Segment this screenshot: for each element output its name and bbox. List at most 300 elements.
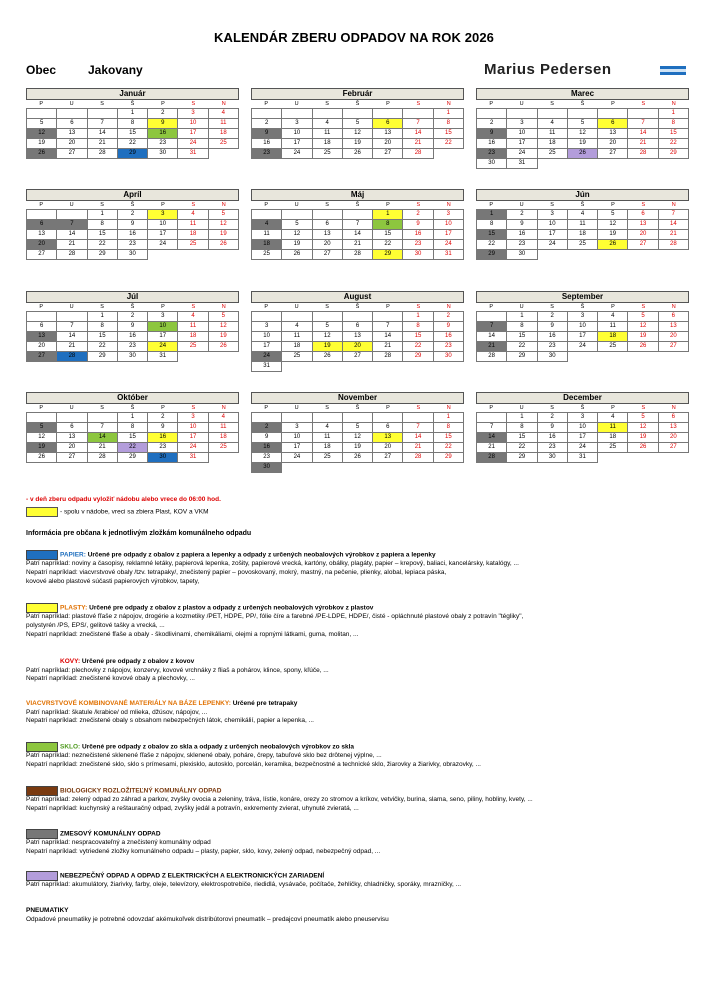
empty-cell bbox=[87, 109, 117, 119]
day-cell: 29 bbox=[87, 352, 117, 362]
day-cell: 21 bbox=[628, 139, 658, 149]
empty-cell bbox=[658, 352, 688, 362]
obec-label: Obec bbox=[26, 63, 57, 77]
section-line: Patrí napríklad: noviny a časopisy, reklamné letáky, papierová lepenka, zošity, papierové vrecká, kartóny, obálky, plagáty, papier – krepový, baliaci, kancelársky, katalógy, ... bbox=[26, 560, 519, 568]
day-cell: 10 bbox=[567, 322, 597, 332]
day-cell: 24 bbox=[537, 240, 567, 250]
day-cell: 13 bbox=[658, 322, 688, 332]
weekday-label: S bbox=[416, 304, 421, 310]
day-cell: 2 bbox=[477, 119, 507, 129]
section-line: Nepatrí napríklad: znečistené obaly s obsahom nebezpečných látok, chemikálií, papier a lepenka, ... bbox=[26, 717, 314, 725]
empty-cell bbox=[433, 463, 463, 473]
section-label: BIOLOGICKY ROZLOŽITEĽNÝ KOMUNÁLNY ODPAD bbox=[60, 787, 222, 795]
day-cell: 21 bbox=[342, 240, 372, 250]
day-cell: 30 bbox=[507, 250, 537, 260]
empty-cell bbox=[598, 453, 628, 463]
section-label: PAPIER: bbox=[60, 551, 86, 559]
empty-cell bbox=[208, 352, 238, 362]
section-line: Patrí napríklad: akumulátory, žiarivky, farby, oleje, televízory, elektrospotrebiče, riedidlá, vysávače, počítače, žehličky, chladničky, sporáky, mrazničky, ... bbox=[26, 881, 462, 889]
day-cell: 15 bbox=[87, 332, 117, 342]
day-cell: 6 bbox=[373, 423, 403, 433]
weekday-label: Š bbox=[355, 304, 360, 310]
empty-cell bbox=[342, 463, 372, 473]
day-cell: 24 bbox=[507, 149, 537, 159]
day-cell: 17 bbox=[148, 332, 178, 342]
section-sklo bbox=[26, 742, 686, 770]
empty-cell bbox=[57, 210, 87, 220]
day-cell: 22 bbox=[507, 443, 537, 453]
month-0 bbox=[26, 88, 239, 159]
empty-cell bbox=[282, 413, 312, 423]
day-cell: 10 bbox=[148, 220, 178, 230]
day-cell: 31 bbox=[148, 352, 178, 362]
day-cell: 7 bbox=[57, 220, 87, 230]
empty-cell bbox=[342, 413, 372, 423]
day-cell: 14 bbox=[477, 332, 507, 342]
day-cell: 9 bbox=[433, 322, 463, 332]
day-cell: 5 bbox=[567, 119, 597, 129]
section-heading bbox=[26, 907, 686, 916]
day-cell: 24 bbox=[433, 240, 463, 250]
day-cell: 21 bbox=[87, 443, 117, 453]
day-cell: 26 bbox=[342, 453, 372, 463]
section-heading-text: Určené pre odpady z obalov zo skla a odpady z určených neobalových výrobkov zo skla bbox=[80, 743, 355, 751]
day-cell: 22 bbox=[433, 443, 463, 453]
day-cell: 12 bbox=[208, 220, 238, 230]
section-line: Nepatrí napríklad: vytriedené zložky komunálneho odpadu – plasty, papier, sklo, kovy, zelený odpad, nebezpečný odpad, ... bbox=[26, 847, 381, 855]
weekday-label: Š bbox=[355, 405, 360, 411]
day-cell: 28 bbox=[403, 453, 433, 463]
day-cell: 23 bbox=[433, 342, 463, 352]
day-cell: 16 bbox=[148, 433, 178, 443]
day-cell: 9 bbox=[477, 129, 507, 139]
day-cell: 25 bbox=[537, 149, 567, 159]
day-cell: 2 bbox=[117, 312, 147, 322]
section-swatch bbox=[26, 829, 58, 839]
empty-cell bbox=[312, 362, 342, 372]
day-cell: 12 bbox=[342, 433, 372, 443]
day-cell: 18 bbox=[178, 230, 208, 240]
day-cell: 8 bbox=[433, 423, 463, 433]
day-cell: 11 bbox=[598, 423, 628, 433]
day-cell: 1 bbox=[403, 312, 433, 322]
day-cell: 15 bbox=[433, 129, 463, 139]
day-cell: 1 bbox=[433, 109, 463, 119]
day-cell: 4 bbox=[598, 312, 628, 322]
day-cell: 19 bbox=[598, 230, 628, 240]
weekday-label: S bbox=[191, 202, 196, 208]
day-cell: 18 bbox=[598, 433, 628, 443]
day-cell: 10 bbox=[178, 423, 208, 433]
day-cell: 10 bbox=[282, 433, 312, 443]
empty-cell bbox=[373, 312, 403, 322]
day-cell: 4 bbox=[312, 119, 342, 129]
day-cell: 4 bbox=[282, 322, 312, 332]
day-cell: 1 bbox=[87, 312, 117, 322]
day-cell: 26 bbox=[282, 250, 312, 260]
day-cell: 17 bbox=[252, 342, 282, 352]
day-cell: 7 bbox=[87, 423, 117, 433]
day-cell: 5 bbox=[342, 119, 372, 129]
empty-cell bbox=[433, 149, 463, 159]
month-days-table bbox=[476, 412, 689, 463]
empty-cell bbox=[87, 413, 117, 423]
day-cell: 21 bbox=[403, 443, 433, 453]
empty-cell bbox=[282, 463, 312, 473]
empty-cell bbox=[403, 362, 433, 372]
day-cell: 20 bbox=[373, 443, 403, 453]
empty-cell bbox=[403, 463, 433, 473]
empty-cell bbox=[598, 159, 628, 169]
weekday-header bbox=[26, 303, 239, 311]
section-label: KOVY: bbox=[60, 658, 81, 665]
day-cell: 12 bbox=[342, 129, 372, 139]
day-cell: 7 bbox=[658, 210, 688, 220]
weekday-label: P bbox=[489, 101, 494, 107]
weekday-label: S bbox=[191, 101, 196, 107]
weekday-label: Š bbox=[580, 304, 585, 310]
day-cell: 28 bbox=[87, 149, 117, 159]
section-heading bbox=[26, 658, 686, 667]
day-cell: 21 bbox=[403, 139, 433, 149]
day-cell: 17 bbox=[178, 129, 208, 139]
day-cell: 23 bbox=[252, 149, 282, 159]
day-cell: 15 bbox=[507, 433, 537, 443]
weekday-label: P bbox=[611, 304, 615, 310]
weekday-label: N bbox=[446, 304, 451, 310]
day-cell: 26 bbox=[208, 342, 238, 352]
month-2 bbox=[476, 88, 689, 169]
day-cell: 24 bbox=[178, 443, 208, 453]
day-cell: 30 bbox=[148, 149, 178, 159]
weekday-label: N bbox=[671, 202, 676, 208]
day-cell: 27 bbox=[57, 149, 87, 159]
day-cell: 4 bbox=[208, 109, 238, 119]
weekday-label: S bbox=[641, 101, 646, 107]
day-cell: 4 bbox=[178, 210, 208, 220]
day-cell: 31 bbox=[252, 362, 282, 372]
day-cell: 9 bbox=[117, 322, 147, 332]
day-cell: 5 bbox=[208, 210, 238, 220]
weekday-label: N bbox=[671, 101, 676, 107]
weekday-label: P bbox=[611, 202, 615, 208]
day-cell: 5 bbox=[208, 312, 238, 322]
weekday-label: S bbox=[325, 304, 329, 310]
day-cell: 31 bbox=[567, 453, 597, 463]
legend-line-2 bbox=[26, 507, 208, 517]
day-cell: 21 bbox=[87, 139, 117, 149]
page-title: KALENDÁR ZBERU ODPADOV NA ROK 2026 bbox=[213, 30, 495, 45]
month-days-table bbox=[476, 311, 689, 362]
day-cell: 11 bbox=[252, 230, 282, 240]
weekday-label: N bbox=[221, 304, 226, 310]
section-line: Nepatrí napríklad: znečistené fľaše a obaly - škodlivinami, chemikáliami, olejmi a ropnými látkami, guma, molitan, ... bbox=[26, 630, 359, 638]
weekday-label: U bbox=[519, 304, 524, 310]
day-cell: 30 bbox=[433, 352, 463, 362]
weekday-label: S bbox=[325, 405, 329, 411]
day-cell: 11 bbox=[208, 119, 238, 129]
day-cell: 2 bbox=[252, 119, 282, 129]
day-cell: 25 bbox=[598, 443, 628, 453]
section-line: Odpadové pneumatiky je potrebné odovzdať akémukoľvek distribútorovi pneumatík – predajcovi pneumatík alebo pneuservisu bbox=[26, 915, 389, 923]
day-cell: 16 bbox=[117, 230, 147, 240]
weekday-label: N bbox=[221, 405, 226, 411]
day-cell: 30 bbox=[252, 463, 282, 473]
legend-plast-swatch bbox=[26, 507, 58, 517]
month-title: August bbox=[251, 291, 464, 303]
day-cell: 25 bbox=[312, 149, 342, 159]
day-cell: 16 bbox=[507, 230, 537, 240]
weekday-label: S bbox=[550, 202, 554, 208]
section-heading bbox=[26, 700, 686, 709]
empty-cell bbox=[373, 413, 403, 423]
weekday-label: S bbox=[100, 405, 104, 411]
legend-line-1 bbox=[26, 496, 221, 503]
day-cell: 14 bbox=[57, 332, 87, 342]
day-cell: 5 bbox=[628, 312, 658, 322]
empty-cell bbox=[252, 312, 282, 322]
day-cell: 5 bbox=[628, 413, 658, 423]
day-cell: 14 bbox=[628, 129, 658, 139]
day-cell: 23 bbox=[477, 149, 507, 159]
day-cell: 8 bbox=[403, 322, 433, 332]
day-cell: 15 bbox=[373, 230, 403, 240]
empty-cell bbox=[178, 352, 208, 362]
day-cell: 25 bbox=[178, 240, 208, 250]
weekday-label: P bbox=[489, 405, 494, 411]
weekday-header bbox=[26, 404, 239, 412]
day-cell: 14 bbox=[87, 129, 117, 139]
day-cell: 26 bbox=[598, 240, 628, 250]
weekday-label: U bbox=[294, 202, 299, 208]
month-days-table bbox=[251, 412, 464, 473]
day-cell: 26 bbox=[208, 240, 238, 250]
day-cell: 28 bbox=[477, 352, 507, 362]
day-cell: 22 bbox=[433, 139, 463, 149]
day-cell: 20 bbox=[57, 443, 87, 453]
empty-cell bbox=[628, 453, 658, 463]
day-cell: 31 bbox=[178, 149, 208, 159]
day-cell: 1 bbox=[477, 210, 507, 220]
empty-cell bbox=[598, 250, 628, 260]
day-cell: 30 bbox=[148, 453, 178, 463]
weekday-label: P bbox=[161, 101, 165, 107]
day-cell: 24 bbox=[252, 352, 282, 362]
company-logo: Marius Pedersen bbox=[484, 61, 612, 78]
weekday-header bbox=[26, 100, 239, 108]
weekday-label: P bbox=[264, 202, 269, 208]
empty-cell bbox=[312, 210, 342, 220]
empty-cell bbox=[537, 250, 567, 260]
day-cell: 6 bbox=[598, 119, 628, 129]
day-cell: 27 bbox=[27, 352, 57, 362]
day-cell: 14 bbox=[658, 220, 688, 230]
weekday-header bbox=[476, 201, 689, 209]
day-cell: 7 bbox=[403, 423, 433, 433]
day-cell: 23 bbox=[537, 342, 567, 352]
empty-cell bbox=[312, 413, 342, 423]
day-cell: 27 bbox=[312, 250, 342, 260]
day-cell: 21 bbox=[658, 230, 688, 240]
day-cell: 30 bbox=[537, 453, 567, 463]
day-cell: 22 bbox=[117, 139, 147, 149]
day-cell: 11 bbox=[567, 220, 597, 230]
day-cell: 25 bbox=[178, 342, 208, 352]
day-cell: 29 bbox=[117, 453, 147, 463]
month-title: Marec bbox=[476, 88, 689, 100]
day-cell: 23 bbox=[148, 139, 178, 149]
weekday-label: S bbox=[325, 101, 329, 107]
empty-cell bbox=[282, 362, 312, 372]
day-cell: 23 bbox=[403, 240, 433, 250]
day-cell: 26 bbox=[628, 342, 658, 352]
month-title: Október bbox=[26, 392, 239, 404]
day-cell: 7 bbox=[342, 220, 372, 230]
section-heading-text: Určené pre odpady z obalov z plastov a odpady z určených neobalových výrobkov z plastov bbox=[87, 604, 374, 612]
empty-cell bbox=[567, 109, 597, 119]
weekday-label: S bbox=[416, 101, 421, 107]
day-cell: 17 bbox=[148, 230, 178, 240]
weekday-label: S bbox=[191, 304, 196, 310]
month-title: September bbox=[476, 291, 689, 303]
empty-cell bbox=[567, 159, 597, 169]
day-cell: 29 bbox=[373, 250, 403, 260]
day-cell: 3 bbox=[178, 109, 208, 119]
day-cell: 10 bbox=[148, 322, 178, 332]
day-cell: 6 bbox=[57, 119, 87, 129]
empty-cell bbox=[282, 210, 312, 220]
empty-cell bbox=[282, 109, 312, 119]
day-cell: 22 bbox=[87, 240, 117, 250]
day-cell: 11 bbox=[282, 332, 312, 342]
month-title: November bbox=[251, 392, 464, 404]
day-cell: 8 bbox=[117, 119, 147, 129]
day-cell: 3 bbox=[148, 312, 178, 322]
day-cell: 16 bbox=[252, 443, 282, 453]
weekday-label: U bbox=[69, 101, 74, 107]
weekday-label: Š bbox=[580, 202, 585, 208]
day-cell: 27 bbox=[57, 453, 87, 463]
day-cell: 5 bbox=[598, 210, 628, 220]
day-cell: 23 bbox=[252, 453, 282, 463]
weekday-label: N bbox=[671, 304, 676, 310]
weekday-label: U bbox=[294, 304, 299, 310]
day-cell: 8 bbox=[87, 322, 117, 332]
day-cell: 20 bbox=[342, 342, 372, 352]
day-cell: 14 bbox=[87, 433, 117, 443]
day-cell: 2 bbox=[252, 423, 282, 433]
empty-cell bbox=[57, 109, 87, 119]
day-cell: 17 bbox=[433, 230, 463, 240]
weekday-label: P bbox=[39, 304, 44, 310]
section-label: VIACVRSTVOVÉ KOMBINOVANÉ MATERIÁLY NA BÁZE LEPENKY: bbox=[26, 700, 231, 707]
day-cell: 22 bbox=[87, 342, 117, 352]
month-3 bbox=[26, 189, 239, 260]
section-heading bbox=[26, 786, 686, 796]
section-heading bbox=[26, 603, 686, 613]
month-11 bbox=[476, 392, 689, 463]
day-cell: 25 bbox=[312, 453, 342, 463]
weekday-label: N bbox=[221, 101, 226, 107]
day-cell: 17 bbox=[507, 139, 537, 149]
empty-cell bbox=[282, 312, 312, 322]
weekday-label: U bbox=[294, 101, 299, 107]
day-cell: 12 bbox=[27, 129, 57, 139]
month-8 bbox=[476, 291, 689, 362]
weekday-header bbox=[476, 404, 689, 412]
day-cell: 15 bbox=[658, 129, 688, 139]
section-line: polystyrén /PS, EPS/, gelitové tašky a vrecká, ... bbox=[26, 621, 165, 629]
weekday-label: P bbox=[39, 101, 44, 107]
day-cell: 25 bbox=[208, 443, 238, 453]
empty-cell bbox=[148, 250, 178, 260]
day-cell: 30 bbox=[403, 250, 433, 260]
day-cell: 19 bbox=[208, 332, 238, 342]
empty-cell bbox=[342, 210, 372, 220]
info-title: Informácia pre občana k jednotlivým zložkám komunálneho odpadu bbox=[26, 530, 252, 537]
day-cell: 13 bbox=[373, 129, 403, 139]
empty-cell bbox=[658, 453, 688, 463]
day-cell: 28 bbox=[477, 453, 507, 463]
day-cell: 11 bbox=[178, 220, 208, 230]
day-cell: 22 bbox=[477, 240, 507, 250]
day-cell: 4 bbox=[567, 210, 597, 220]
weekday-label: Š bbox=[355, 101, 360, 107]
day-cell: 3 bbox=[252, 322, 282, 332]
day-cell: 8 bbox=[507, 423, 537, 433]
day-cell: 19 bbox=[27, 443, 57, 453]
day-cell: 23 bbox=[117, 342, 147, 352]
day-cell: 8 bbox=[658, 119, 688, 129]
weekday-label: P bbox=[264, 405, 269, 411]
weekday-label: S bbox=[550, 101, 554, 107]
day-cell: 6 bbox=[628, 210, 658, 220]
day-cell: 26 bbox=[567, 149, 597, 159]
day-cell: 19 bbox=[312, 342, 342, 352]
empty-cell bbox=[567, 352, 597, 362]
month-9 bbox=[26, 392, 239, 463]
empty-cell bbox=[433, 362, 463, 372]
day-cell: 26 bbox=[342, 149, 372, 159]
day-cell: 20 bbox=[312, 240, 342, 250]
weekday-label: S bbox=[550, 405, 554, 411]
weekday-label: P bbox=[161, 405, 165, 411]
day-cell: 6 bbox=[27, 322, 57, 332]
day-cell: 9 bbox=[537, 322, 567, 332]
section-kovy bbox=[26, 658, 686, 684]
empty-cell bbox=[403, 109, 433, 119]
weekday-label: U bbox=[69, 304, 74, 310]
weekday-label: U bbox=[69, 202, 74, 208]
month-6 bbox=[26, 291, 239, 362]
section-bio bbox=[26, 786, 686, 814]
day-cell: 6 bbox=[342, 322, 372, 332]
day-cell: 19 bbox=[342, 139, 372, 149]
day-cell: 29 bbox=[403, 352, 433, 362]
day-cell: 13 bbox=[598, 129, 628, 139]
section-line: Patrí napríklad: plastové fľaše z nápojov, drogérie a kozmetiky /PET, HDPE, PP/, fólie číre a farebné /PE-LDPE, HDPE/, čisté - opláchnuté plastové obaly z potravín "tégliky", bbox=[26, 613, 524, 621]
day-cell: 23 bbox=[537, 443, 567, 453]
section-papier bbox=[26, 550, 686, 586]
day-cell: 28 bbox=[373, 352, 403, 362]
empty-cell bbox=[658, 159, 688, 169]
day-cell: 14 bbox=[477, 433, 507, 443]
day-cell: 27 bbox=[658, 342, 688, 352]
section-line: Patrí napríklad: neznečistené sklenené fľaše z nápojov, sklenené obaly, poháre, črepy, tabuľové sklo bez drôtenej výplne, ... bbox=[26, 752, 382, 760]
empty-cell bbox=[342, 312, 372, 322]
day-cell: 18 bbox=[282, 342, 312, 352]
month-1 bbox=[251, 88, 464, 159]
